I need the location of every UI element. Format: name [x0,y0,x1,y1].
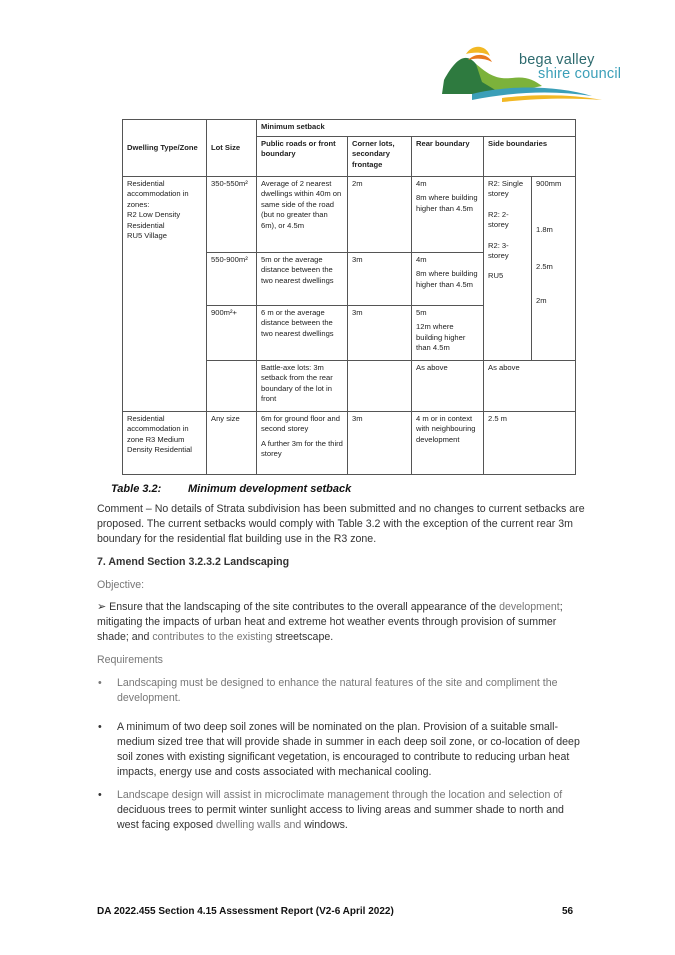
page-number: 56 [562,906,574,917]
objective-text: ; mitigating the impacts of urban heat and extreme hot weather events through provision of summer shade; and [97,601,563,643]
header-dwelling-type: Dwelling Type/Zone [123,120,207,177]
cell-lot-size: 900m²+ [207,306,257,361]
cell-battleaxe-side: As above [484,361,576,412]
side-label: R2: Single storey [488,179,524,199]
cell-zone-r3: Residential accommodation in zone R3 Medium Density Residential [123,412,207,475]
requirements-list [97,720,587,780]
logo-text-bega-valley: bega valley [519,52,595,68]
header-rear-boundary: Rear boundary [412,137,484,177]
rear-condition: 12m where building higher than 4.5m [416,322,466,353]
table-row [123,412,576,475]
logo-wave-yellow [502,95,602,102]
side-value: 900mm [536,179,562,188]
cell-side-labels [484,177,532,361]
logo-text-shire-council: shire council [538,66,622,82]
list-item [97,676,587,706]
cell-lot-size: Any size [207,412,257,475]
header-lot-size: Lot Size [207,120,257,177]
cell-corner-setback: 2m [348,177,412,253]
header-front-boundary: Public roads or front boundary [257,137,348,177]
zone-r2-line: R2 Low Density Residential [127,210,181,230]
header-corner-lots: Corner lots, secondary frontage [348,137,412,177]
bullet-dot-icon: • [98,721,102,733]
cell-front-setback: 5m or the average distance between the two nearest dwellings [257,253,348,306]
bullet-text: A minimum of two deep soil zones will be nominated on the plan. Provision of a suitable small-medium sized tree that will provide shade in summer in each deep soil zone, or co-location of deep soil zones with existing significant vegetation, is encouraged to contribute to reducing urban heat impacts, energy use and costs associated with mechanical cooling. [117,721,580,778]
objective-text: Ensure that the landscaping of the site contributes to the overall appearance of the [109,601,497,613]
front-value: 6m for ground floor and second storey [261,414,340,434]
cell-corner-setback: 3m [348,412,412,475]
cell-front-setback: 6 m or the average distance between the two nearest dwellings [257,306,348,361]
arrow-bullet-icon: ➢ [97,601,107,613]
objective-label: Objective: [97,579,145,591]
list-item [97,720,587,780]
table-row [123,177,576,253]
cell-front-setback [257,412,348,475]
rear-value: 4m [416,255,427,264]
cell-corner-setback: 3m [348,253,412,306]
requirements-list [97,676,587,706]
front-value: A further 3m for the third storey [261,438,343,459]
cell-front-setback: Average of 2 nearest dwellings within 40m on same side of the road (but no greater than 6m), or 4.5m [257,177,348,253]
requirements-label: Requirements [97,654,163,666]
cell-lot-size-empty [207,361,257,412]
cell-rear-setback [412,306,484,361]
side-label: RU5 [488,271,504,281]
bullet-text: windows. [301,819,348,831]
cell-zone-r2 [123,177,207,412]
section-heading: 7. Amend Section 3.2.3.2 Landscaping [97,556,290,568]
bullet-dot-icon: • [98,789,102,801]
objective-text: development [499,601,560,613]
cell-battleaxe-corner-empty [348,361,412,412]
cell-rear-setback [412,177,484,253]
cell-lot-size: 550-900m² [207,253,257,306]
side-value: 2.5m [536,261,553,271]
zone-r2-line: Residential accommodation in zones: [127,179,189,209]
header-minimum-setback: Minimum setback [257,120,576,137]
bullet-dot-icon: • [98,677,102,689]
setback-table [122,119,576,475]
logo-sun-yellow [466,47,490,56]
cell-lot-size: 350-550m² [207,177,257,253]
side-value: 1.8m [536,225,553,235]
rear-value: 5m [416,308,427,317]
cell-battleaxe-front: Battle-axe lots: 3m setback from the rear boundary of the lot in front [257,361,348,412]
header-side-boundaries: Side boundaries [484,137,576,177]
side-label: R2: 3-storey [488,240,509,261]
cell-rear-setback [412,253,484,306]
requirements-list [97,788,587,833]
side-label: R2: 2-storey [488,209,509,230]
footer-text: DA 2022.455 Section 4.15 Assessment Report (V2-6 April 2022) [97,906,394,917]
cell-battleaxe-rear: As above [412,361,484,412]
caption-number: Table 3.2: [111,483,162,495]
zone-r2-line: RU5 Village [127,231,167,241]
bullet-text: deciduous trees to permit winter sunlight access to living areas and summer shade to north and west facing exposed [117,804,564,831]
list-item [97,788,587,833]
bullet-text: dwelling walls and [215,819,302,831]
rear-condition: 8m where building higher than 4.5m [416,193,478,213]
side-value: 2m [536,296,547,306]
rear-condition: 8m where building higher than 4.5m [416,269,478,289]
cell-rear-setback: 4 m or in context with neighbouring development [412,412,484,475]
caption-title: Minimum development setback [188,483,352,495]
bullet-text: Landscape design will assist in microclimate management through the location and selection of [117,789,563,801]
table-caption [111,483,351,495]
objective-text: streetscape. [272,631,334,643]
objective-text: contributes to the existing [152,631,273,643]
cell-side-setback: 2.5 m [484,412,576,475]
bullet-text: Landscaping must be designed to enhance the natural features of the site and compliment the development. [117,677,558,704]
objective-paragraph [97,600,587,645]
rear-value: 4m [416,179,427,188]
comment-paragraph: Comment – No details of Strata subdivision has been submitted and no changes to current setbacks are proposed. The current setbacks would comply with Table 3.2 with the exception of the current rear 3m boundary for the residential flat building use in the R3 zone. [97,503,585,545]
cell-corner-setback: 3m [348,306,412,361]
cell-side-values [532,177,576,361]
